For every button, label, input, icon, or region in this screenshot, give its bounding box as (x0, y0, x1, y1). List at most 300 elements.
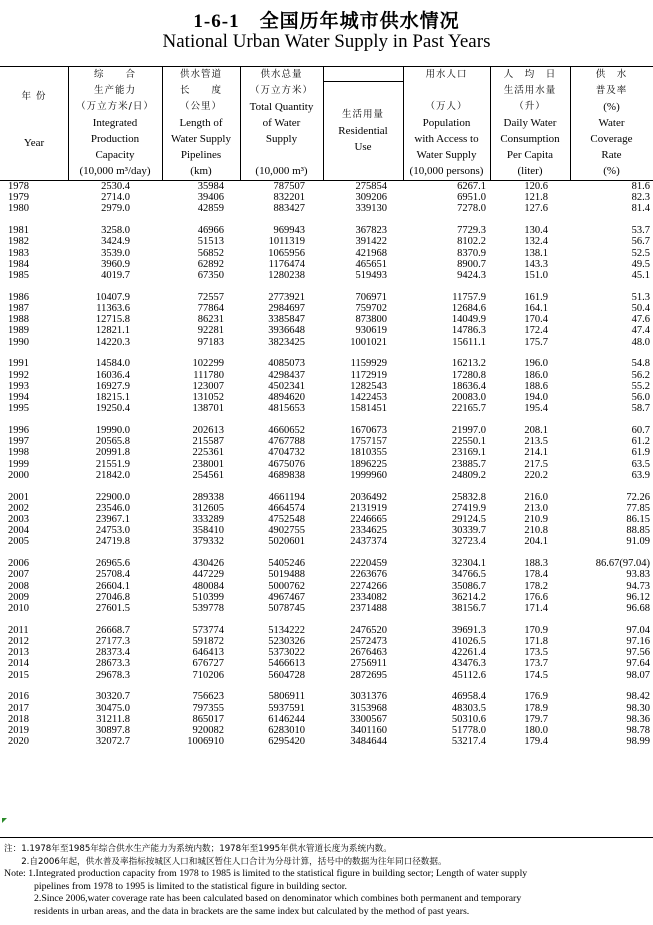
year-cell: 1995 (8, 403, 29, 415)
total-supply-cell: 5604728 (268, 669, 305, 681)
capacity-cell: 19250.4 (95, 403, 130, 415)
footnotes (4, 843, 652, 918)
pipeline-cell: 111780 (193, 369, 224, 381)
population-cell: 24809.2 (451, 469, 486, 481)
table-row (0, 370, 653, 381)
year-cell: 2017 (8, 702, 29, 714)
pipeline-cell: 312605 (192, 502, 224, 514)
table-row (0, 259, 653, 270)
coverage-cell: 96.68 (626, 603, 650, 614)
residential-cell: 2334625 (350, 525, 387, 537)
total-supply-cell: 4894620 (268, 392, 305, 403)
year-cell: 1989 (8, 325, 29, 337)
year-cell: 2007 (8, 569, 29, 581)
capacity-cell: 20565.8 (95, 436, 130, 448)
population-cell: 23169.1 (451, 447, 486, 459)
year-cell: 2008 (8, 580, 29, 592)
capacity-cell: 3960.9 (101, 258, 130, 270)
capacity-cell: 2979.0 (101, 203, 130, 215)
daily-per-capita-cell: 175.7 (524, 336, 548, 348)
population-cell: 36214.2 (451, 591, 486, 603)
total-supply-cell: 6283010 (268, 725, 305, 736)
year-cell: 2013 (8, 647, 29, 659)
total-supply-cell: 1176474 (268, 258, 305, 270)
pipeline-cell: 102299 (192, 358, 224, 370)
total-supply-cell: 4689838 (268, 469, 305, 481)
daily-per-capita-cell: 210.8 (524, 525, 548, 537)
coverage-cell: 72.26 (626, 491, 650, 503)
total-supply-cell: 5230326 (268, 636, 305, 647)
year-cell: 2003 (8, 514, 29, 525)
pipeline-cell: 39406 (197, 192, 224, 204)
table-row (0, 503, 653, 514)
daily-per-capita-cell: 171.8 (524, 636, 548, 647)
total-supply-cell: 4902755 (268, 525, 305, 537)
year-cell: 2004 (8, 525, 29, 537)
year-cell: 1992 (8, 369, 29, 381)
capacity-cell: 10407.9 (95, 291, 130, 303)
total-supply-cell: 4675076 (268, 458, 305, 470)
table-row (0, 569, 653, 580)
pipeline-cell: 92281 (197, 325, 224, 337)
capacity-cell: 12821.1 (95, 325, 130, 337)
capacity-cell: 23546.0 (95, 502, 130, 514)
population-cell: 7278.0 (457, 203, 486, 215)
coverage-cell: 45.1 (631, 270, 650, 281)
total-supply-cell: 4298437 (268, 369, 305, 381)
residential-cell: 2263676 (350, 569, 387, 581)
population-cell: 17280.8 (451, 369, 486, 381)
population-cell: 32723.4 (451, 536, 486, 548)
note-en-1a: Note: 1.Integrated production capacity from 1978 to 1985 is limited to the statistical figure in building sector; Length of water supply (4, 868, 528, 879)
daily-per-capita-cell: 217.5 (524, 458, 548, 470)
year-cell: 1988 (8, 314, 29, 326)
capacity-cell: 26965.6 (95, 558, 130, 570)
table-row (0, 703, 653, 714)
total-supply-cell: 4752548 (268, 514, 305, 525)
total-supply-cell: 1065956 (268, 247, 305, 259)
pipeline-cell: 358410 (192, 525, 224, 537)
pipeline-cell: 646413 (192, 647, 224, 659)
coverage-cell: 48.0 (631, 336, 650, 348)
capacity-cell: 3539.0 (101, 247, 130, 259)
total-supply-cell: 6146244 (268, 713, 305, 725)
daily-per-capita-cell: 172.4 (524, 325, 548, 337)
population-cell: 45112.6 (452, 669, 486, 681)
coverage-cell: 51.3 (631, 291, 650, 303)
capacity-cell: 24719.8 (95, 536, 130, 548)
total-supply-cell: 832201 (273, 192, 305, 204)
population-cell: 23885.7 (451, 458, 486, 470)
coverage-cell: 81.4 (631, 203, 650, 215)
population-cell: 18636.4 (451, 380, 486, 392)
total-supply-cell: 5466613 (268, 658, 305, 670)
coverage-cell: 96.12 (626, 591, 650, 603)
coverage-cell: 58.7 (631, 403, 650, 415)
table-row (0, 270, 653, 281)
residential-cell: 1999960 (350, 469, 387, 481)
daily-per-capita-cell: 178.2 (524, 580, 548, 592)
table-row (0, 581, 653, 592)
coverage-cell: 91.09 (626, 536, 650, 548)
capacity-cell: 16036.4 (95, 369, 130, 381)
population-cell: 22165.7 (451, 403, 486, 415)
population-cell: 29124.5 (451, 514, 486, 525)
pipeline-cell: 1006910 (187, 736, 224, 748)
pipeline-cell: 62892 (197, 258, 224, 270)
population-cell: 9424.3 (457, 270, 486, 281)
population-cell: 16213.2 (451, 358, 486, 370)
residential-cell: 1172919 (350, 369, 387, 381)
table-row (0, 325, 653, 336)
year-cell: 2000 (8, 469, 29, 481)
table-row (0, 536, 653, 547)
capacity-cell: 2714.0 (101, 192, 130, 204)
table-row (0, 181, 653, 192)
population-cell: 42261.4 (451, 647, 486, 659)
daily-per-capita-cell: 121.8 (524, 192, 548, 204)
table-row (0, 525, 653, 536)
daily-per-capita-cell: 186.0 (524, 369, 548, 381)
capacity-cell: 16927.9 (95, 380, 130, 392)
residential-cell: 1670673 (350, 425, 387, 436)
table-row (0, 658, 653, 669)
header-residential: 生活用量 Residential Use (338, 109, 388, 153)
note-en-1b: pipelines from 1978 to 1995 is limited to the statistical figure in building sector. (34, 880, 347, 892)
residential-cell: 3153968 (350, 702, 387, 714)
residential-cell: 2572473 (350, 636, 387, 647)
total-supply-cell: 1011319 (268, 236, 305, 248)
year-cell: 2001 (8, 491, 29, 503)
population-cell: 12684.6 (451, 303, 486, 314)
year-cell: 1994 (8, 392, 29, 403)
capacity-cell: 27601.5 (95, 603, 130, 614)
pipeline-cell: 591872 (192, 636, 224, 647)
table-row (0, 714, 653, 725)
coverage-cell: 86.67(97.04) (595, 558, 650, 570)
note-en-2a: 2.Since 2006,water coverage rate has been calculated based on denominator which combines both permanent and temporary (34, 893, 522, 904)
year-cell: 2005 (8, 536, 29, 548)
header-year: 年 份 Year (21, 91, 47, 149)
capacity-cell: 26668.7 (95, 624, 130, 636)
residential-cell: 1757157 (350, 436, 387, 448)
coverage-cell: 98.42 (626, 691, 650, 703)
capacity-cell: 27046.8 (95, 591, 130, 603)
coverage-cell: 61.9 (631, 447, 650, 459)
capacity-cell: 29678.3 (95, 669, 130, 681)
table-row (0, 381, 653, 392)
residential-cell: 421968 (355, 247, 387, 259)
table-row (0, 358, 653, 369)
population-cell: 51778.0 (451, 725, 486, 736)
population-cell: 15611.1 (452, 336, 486, 348)
daily-per-capita-cell: 138.1 (524, 247, 548, 259)
table-row (0, 736, 653, 747)
pipeline-cell: 710206 (192, 669, 224, 681)
capacity-cell: 27177.3 (95, 636, 130, 647)
table-row (0, 691, 653, 702)
daily-per-capita-cell: 213.5 (524, 436, 548, 448)
population-cell: 25832.8 (451, 491, 486, 503)
page-title-english: National Urban Water Supply in Past Years (162, 31, 491, 52)
pipeline-cell: 86231 (197, 314, 224, 326)
coverage-cell: 54.8 (631, 358, 650, 370)
year-cell: 1993 (8, 380, 29, 392)
total-supply-cell: 4767788 (268, 436, 305, 448)
population-cell: 35086.7 (451, 580, 486, 592)
population-cell: 43476.3 (451, 658, 486, 670)
table-row (0, 447, 653, 458)
corner-marker (2, 818, 7, 823)
pipeline-cell: 97183 (197, 336, 224, 348)
total-supply-cell: 3823425 (268, 336, 305, 348)
pipeline-cell: 510399 (192, 591, 224, 603)
header-capacity: 综 合 生产能力 （万立方米/日） Integrated Production Capacity (10,000 m³/day) (76, 69, 154, 177)
total-supply-cell: 4085073 (268, 358, 305, 370)
daily-per-capita-cell: 171.4 (524, 603, 548, 614)
daily-per-capita-cell: 164.1 (524, 303, 548, 314)
residential-cell: 2220459 (350, 558, 387, 570)
coverage-cell: 97.04 (626, 624, 650, 636)
pipeline-cell: 573774 (192, 624, 224, 636)
capacity-cell: 21551.9 (95, 458, 130, 470)
daily-per-capita-cell: 216.0 (524, 491, 548, 503)
capacity-cell: 30475.0 (95, 702, 130, 714)
coverage-cell: 98.07 (626, 669, 650, 681)
capacity-cell: 18215.1 (95, 392, 130, 403)
coverage-cell: 50.4 (631, 303, 650, 314)
year-cell: 2011 (8, 624, 29, 636)
note-cn-2: 2.自2006年起，供水普及率指标按城区人口和城区暂住人口合计为分母计算，括号中的数据为往年同口径数据。 (4, 856, 447, 867)
daily-per-capita-cell: 170.9 (524, 624, 548, 636)
residential-cell: 1810355 (350, 447, 387, 459)
residential-cell: 519493 (355, 270, 387, 281)
coverage-cell: 60.7 (631, 425, 650, 436)
total-supply-cell: 4502341 (268, 380, 305, 392)
header-coverage: 供 水 普及率 (%) Water Coverage Rate (%) (590, 69, 633, 177)
table-row (0, 225, 653, 236)
pipeline-cell: 254561 (192, 469, 224, 481)
daily-per-capita-cell: 220.2 (524, 469, 548, 481)
total-supply-cell: 5806911 (268, 691, 305, 703)
capacity-cell: 2530.4 (101, 181, 130, 192)
daily-per-capita-cell: 194.0 (524, 392, 548, 403)
capacity-cell: 12715.8 (95, 314, 130, 326)
population-cell: 39691.3 (451, 624, 486, 636)
pipeline-cell: 447229 (192, 569, 224, 581)
residential-cell: 759702 (355, 303, 387, 314)
table-row (0, 647, 653, 658)
residential-cell: 706971 (355, 291, 387, 303)
total-supply-cell: 3385847 (268, 314, 305, 326)
daily-per-capita-cell: 127.6 (524, 203, 548, 215)
year-cell: 1998 (8, 447, 29, 459)
capacity-cell: 25708.4 (95, 569, 130, 581)
daily-per-capita-cell: 176.6 (524, 591, 548, 603)
daily-per-capita-cell: 143.3 (524, 258, 548, 270)
year-cell: 1978 (8, 181, 29, 192)
year-cell: 1979 (8, 192, 29, 204)
residential-cell: 465651 (355, 258, 387, 270)
coverage-cell: 63.5 (631, 458, 650, 470)
total-supply-cell: 5000762 (268, 580, 305, 592)
table-row (0, 403, 653, 414)
pipeline-cell: 51513 (197, 236, 224, 248)
page-title-chinese: 1-6-1 全国历年城市供水情况 (193, 11, 460, 32)
pipeline-cell: 539778 (192, 603, 224, 614)
total-supply-cell: 969943 (273, 225, 305, 237)
daily-per-capita-cell: 130.4 (524, 225, 548, 237)
coverage-cell: 97.16 (626, 636, 650, 647)
daily-per-capita-cell: 188.3 (524, 558, 548, 570)
residential-cell: 2036492 (350, 491, 387, 503)
residential-cell: 2756911 (350, 658, 387, 670)
pipeline-cell: 72557 (197, 291, 224, 303)
residential-cell: 1001021 (350, 336, 387, 348)
pipeline-cell: 215587 (192, 436, 224, 448)
population-cell: 8370.9 (457, 247, 486, 259)
capacity-cell: 3424.9 (101, 236, 130, 248)
pipeline-cell: 289338 (192, 491, 224, 503)
daily-per-capita-cell: 178.4 (524, 569, 548, 581)
residential-cell: 1282543 (350, 380, 387, 392)
total-supply-cell: 5134222 (268, 624, 305, 636)
year-cell: 1986 (8, 291, 29, 303)
coverage-cell: 86.15 (626, 514, 650, 525)
total-supply-cell: 5937591 (268, 702, 305, 714)
residential-cell: 2476520 (350, 624, 387, 636)
residential-cell: 3300567 (350, 713, 387, 725)
capacity-cell: 23967.1 (95, 514, 130, 525)
daily-per-capita-cell: 151.0 (524, 270, 548, 281)
year-cell: 2020 (8, 736, 29, 748)
daily-per-capita-cell: 161.9 (524, 291, 548, 303)
year-cell: 1983 (8, 247, 29, 259)
capacity-cell: 19990.0 (95, 425, 130, 436)
residential-cell: 3484644 (350, 736, 387, 748)
capacity-cell: 30320.7 (95, 691, 130, 703)
table-row (0, 248, 653, 259)
total-supply-cell: 883427 (273, 203, 305, 215)
coverage-cell: 63.9 (631, 469, 650, 481)
year-cell: 1997 (8, 436, 29, 448)
coverage-cell: 93.83 (626, 569, 650, 581)
daily-per-capita-cell: 208.1 (524, 425, 548, 436)
total-supply-cell: 5373022 (268, 647, 305, 659)
coverage-cell: 82.3 (631, 192, 650, 204)
coverage-cell: 56.7 (631, 236, 650, 248)
year-cell: 2014 (8, 658, 29, 670)
pipeline-cell: 202613 (192, 425, 224, 436)
daily-per-capita-cell: 188.6 (524, 380, 548, 392)
total-supply-cell: 5405246 (268, 558, 305, 570)
pipeline-cell: 225361 (192, 447, 224, 459)
table-row (0, 436, 653, 447)
coverage-cell: 49.5 (631, 258, 650, 270)
coverage-cell: 98.30 (626, 702, 650, 714)
year-cell: 1999 (8, 458, 29, 470)
pipeline-cell: 480084 (192, 580, 224, 592)
daily-per-capita-cell: 174.5 (524, 669, 548, 681)
daily-per-capita-cell: 176.9 (524, 691, 548, 703)
header-total-supply: 供水总量 （万立方米） Total Quantity of Water Supply (10,000 m³) (249, 69, 314, 177)
population-cell: 6267.1 (457, 181, 486, 192)
residential-cell: 339130 (355, 203, 387, 215)
residential-cell: 2676463 (350, 647, 387, 659)
capacity-cell: 21842.0 (95, 469, 130, 481)
population-cell: 32304.1 (451, 558, 486, 570)
note-en-2b: residents in urban areas, and the data in brackets are the same index but calculated by the method of past years. (34, 905, 470, 917)
table-row (0, 236, 653, 247)
daily-per-capita-cell: 210.9 (524, 514, 548, 525)
total-supply-cell: 4704732 (268, 447, 305, 459)
daily-per-capita-cell: 196.0 (524, 358, 548, 370)
daily-per-capita-cell: 204.1 (524, 536, 548, 548)
coverage-cell: 53.7 (631, 225, 650, 237)
residential-cell: 1422453 (350, 392, 387, 403)
table-row (0, 625, 653, 636)
population-cell: 8102.2 (457, 236, 486, 248)
header-daily-per-capita: 人 均 日 生活用水量 （升） Daily Water Consumption Per Capita (liter) (500, 69, 560, 177)
residential-cell: 1896225 (350, 458, 387, 470)
year-cell: 1981 (8, 225, 29, 237)
coverage-cell: 56.0 (631, 392, 650, 403)
coverage-cell: 98.36 (626, 713, 650, 725)
residential-cell: 2872695 (350, 669, 387, 681)
pipeline-cell: 42859 (197, 203, 224, 215)
pipeline-cell: 123007 (192, 380, 224, 392)
population-cell: 20083.0 (451, 392, 486, 403)
population-cell: 53217.4 (451, 736, 486, 748)
pipeline-cell: 333289 (192, 514, 224, 525)
population-cell: 46958.4 (451, 691, 486, 703)
table-row (0, 203, 653, 214)
table-header (0, 67, 653, 180)
pipeline-cell: 131052 (192, 392, 224, 403)
capacity-cell: 32072.7 (95, 736, 130, 748)
capacity-cell: 4019.7 (101, 270, 130, 281)
pipeline-cell: 77864 (197, 303, 224, 314)
year-cell: 2016 (8, 691, 29, 703)
coverage-cell: 94.73 (626, 580, 650, 592)
total-supply-cell: 3936648 (268, 325, 305, 337)
capacity-cell: 20991.8 (95, 447, 130, 459)
residential-cell: 275854 (355, 181, 387, 192)
total-supply-cell: 787507 (273, 181, 305, 192)
coverage-cell: 98.99 (626, 736, 650, 748)
pipeline-cell: 379332 (192, 536, 224, 548)
coverage-cell: 52.5 (631, 247, 650, 259)
capacity-cell: 28373.4 (95, 647, 130, 659)
coverage-cell: 98.78 (626, 725, 650, 736)
coverage-cell: 88.85 (626, 525, 650, 537)
residential-cell: 309206 (355, 192, 387, 204)
daily-per-capita-cell: 214.1 (524, 447, 548, 459)
population-cell: 8900.7 (457, 258, 486, 270)
year-cell: 2019 (8, 725, 29, 736)
total-supply-cell: 5020601 (268, 536, 305, 548)
capacity-cell: 28673.3 (95, 658, 130, 670)
population-cell: 6951.0 (457, 192, 486, 204)
residential-cell: 391422 (355, 236, 387, 248)
daily-per-capita-cell: 120.6 (524, 181, 548, 192)
daily-per-capita-cell: 180.0 (524, 725, 548, 736)
pipeline-cell: 46966 (197, 225, 224, 237)
total-supply-cell: 4815653 (268, 403, 305, 415)
pipeline-cell: 430426 (192, 558, 224, 570)
daily-per-capita-cell: 132.4 (524, 236, 548, 248)
population-cell: 21997.0 (451, 425, 486, 436)
